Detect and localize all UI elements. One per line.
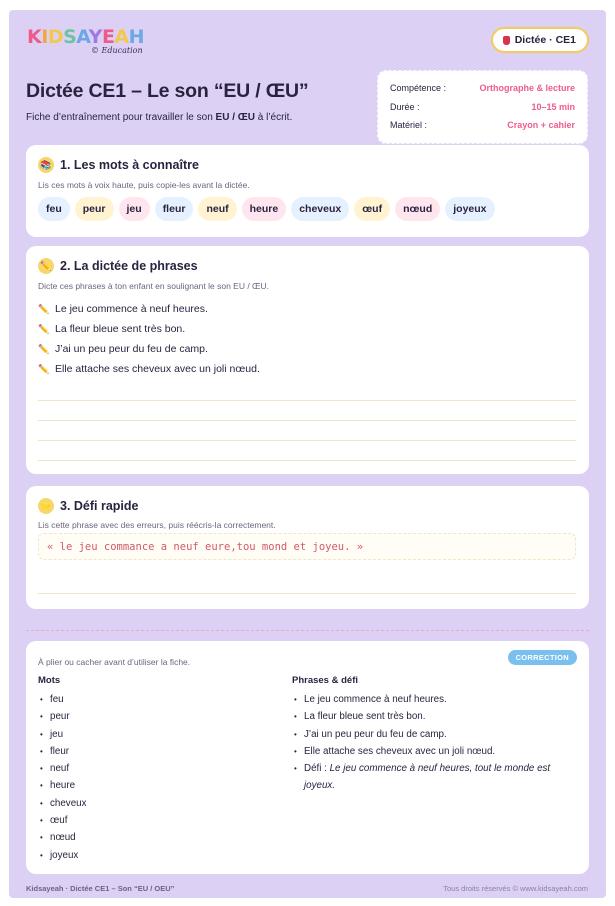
level-tag [491,27,589,53]
meta-value: Crayon + cahier [507,120,575,131]
word-chip: cheveux [291,197,349,221]
correction-word: • fleur [38,743,87,760]
fold-line [26,630,589,631]
sentence-item [38,299,260,319]
challenge-sentence: « le jeu commance a neuf eure,tou mond et joyeu. » [38,533,576,560]
logo-letter: K [27,26,42,48]
correction-phrase: • Elle attache ses cheveux avec un joli nœud. [292,743,582,760]
worksheet [9,10,606,898]
writing-line [38,400,576,401]
word-chip: feu [38,197,70,221]
pencil-icon: ✏️ [38,258,54,274]
correction-word: • jeu [38,726,87,743]
brand-logo [27,27,157,61]
sentence-text: Elle attache ses cheveux avec un joli nœud. [55,363,260,375]
sentence-item [38,359,260,379]
pencil-icon: ✏️ [38,323,50,334]
sentence-item [38,339,260,359]
subtitle-text: Fiche d’entraînement pour travailler le son [26,112,216,123]
correction-word: • œuf [38,812,87,829]
sentence-item [38,319,260,339]
subtitle-text-end: à l’écrit. [255,112,293,123]
word-chip: neuf [198,197,236,221]
correction-word: • joyeux [38,847,87,864]
correction-phrase: • Le jeu commence à neuf heures. [292,691,582,708]
footer-title: Kidsayeah · Dictée CE1 – Son “EU / OEU” [26,884,175,893]
bag-icon [503,36,510,45]
section-words [26,145,589,237]
meta-key: Durée : [390,101,420,112]
footer-copyright: Tous droits réservés © www.kidsayeah.com [443,884,588,893]
word-chip: heure [242,197,287,221]
sentence-list [38,299,260,379]
correction-phrases-list [292,691,582,795]
word-chip: fleur [155,197,194,221]
word-chip: joyeux [445,197,494,221]
logo-letter: S [63,26,77,48]
section-sentences [26,246,589,474]
logo-letter: E [101,26,115,48]
page-title: Dictée CE1 – Le son “EU / ŒU” [26,80,309,102]
sentence-text: La fleur bleue sent très bon. [55,323,186,335]
correction-hint: À plier ou cacher avant d’utiliser la fiche. [38,657,191,667]
correction-word: • nœud [38,829,87,846]
meta-row-materiel [390,116,575,135]
section-challenge [26,486,589,609]
writing-line [38,440,576,441]
correction-word: • feu [38,691,87,708]
logo-letter: H [128,26,145,48]
pencil-icon: ✏️ [38,303,50,314]
logo-letter: Y [88,26,102,48]
logo-letter: A [76,26,89,48]
pencil-icon: ✏️ [38,343,50,354]
books-icon: 📚 [38,157,54,173]
meta-row-duree [390,98,575,117]
meta-value: 10–15 min [531,101,575,112]
section-words-header [38,157,199,173]
correction-word: • cheveux [38,795,87,812]
correction-word: • heure [38,777,87,794]
word-chip: peur [75,197,114,221]
logo-letter: D [47,26,64,48]
section-sentences-header [38,258,198,274]
correction-word: • neuf [38,760,87,777]
word-chip: nœud [395,197,440,221]
level-tag-label: Dictée · CE1 [514,34,576,46]
correction-words-list [38,691,87,864]
writing-line [38,593,576,594]
section-challenge-header [38,498,139,514]
section-words-desc: Lis ces mots à voix haute, puis copie-les avant la dictée. [38,180,250,190]
logo-wordmark [27,27,157,47]
page-subtitle [26,112,292,123]
correction-panel [26,641,589,874]
word-chip-list [38,197,495,221]
correction-word: • peur [38,708,87,725]
writing-line [38,460,576,461]
section-challenge-desc: Lis cette phrase avec des erreurs, puis réécris-la correctement. [38,520,276,530]
subtitle-emphasis: EU / ŒU [215,112,255,123]
correction-badge: CORRECTION [508,650,577,665]
meta-value: Orthographe & lecture [479,83,575,94]
correction-phrase: • La fleur bleue sent très bon. [292,708,582,725]
pencil-icon: ✏️ [38,363,50,374]
correction-phrase: • J’ai un peu peur du feu de camp. [292,726,582,743]
word-chip: œuf [354,197,390,221]
correction-phrases-title: Phrases & défi [292,675,358,686]
writing-line [38,420,576,421]
meta-row-competence [390,79,575,98]
meta-key: Matériel : [390,120,428,131]
section-sentences-title: 2. La dictée de phrases [60,259,198,273]
logo-subtitle: © Education [91,46,143,55]
word-chip: jeu [119,197,150,221]
section-sentences-desc: Dicte ces phrases à ton enfant en soulignant le son EU / ŒU. [38,281,270,291]
section-words-title: 1. Les mots à connaître [60,158,199,172]
logo-letter: A [114,26,129,48]
correction-defi [292,760,582,795]
sentence-text: Le jeu commence à neuf heures. [55,303,208,315]
section-challenge-title: 3. Défi rapide [60,499,139,513]
meta-panel [377,70,588,144]
meta-key: Compétence : [390,83,447,94]
logo-letter: I [41,26,48,48]
correction-defi-answer: Le jeu commence à neuf heures, tout le monde est joyeux. [304,763,551,792]
correction-words-title: Mots [38,675,61,686]
correction-defi-label: Défi : [304,763,330,775]
sentence-text: J’ai un peu peur du feu de camp. [55,343,208,355]
star-icon: ⭐ [38,498,54,514]
